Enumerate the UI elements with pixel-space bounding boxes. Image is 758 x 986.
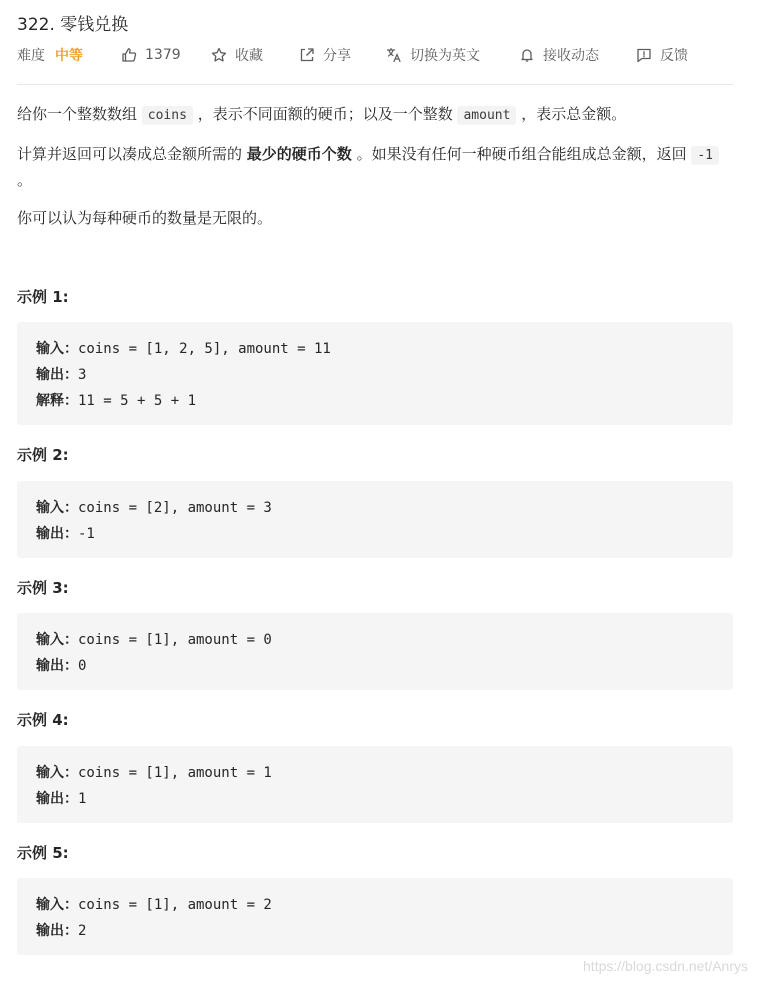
example-box [17, 481, 733, 558]
output-value: 2 [78, 923, 87, 939]
inline-code-minus-one: -1 [691, 146, 719, 165]
desc-bold-text: 最少的硬币个数 [246, 145, 352, 163]
like-button[interactable] [121, 44, 181, 66]
output-label: 输出： [36, 658, 78, 674]
watermark: https://blog.csdn.net/Anrys [583, 958, 748, 974]
example-output [36, 521, 714, 547]
favorite-label: 收藏 [235, 48, 263, 64]
notify-label: 接收动态 [543, 48, 599, 64]
difficulty-badge: 中等 [55, 48, 83, 64]
desc-text: ，表示总金额。 [516, 105, 627, 123]
feedback-icon [636, 47, 652, 63]
output-label: 输出： [36, 526, 78, 542]
example-input [36, 627, 714, 653]
share-icon [299, 47, 315, 63]
example-box [17, 746, 733, 823]
output-value: -1 [78, 526, 95, 542]
example-input [36, 495, 714, 521]
example-title: 示例 3: [17, 579, 69, 597]
example-output [36, 786, 714, 812]
input-value: coins = [1, 2, 5], amount = 11 [78, 341, 331, 357]
example-title: 示例 5: [17, 844, 69, 862]
explanation-value: 11 = 5 + 5 + 1 [78, 393, 197, 409]
feedback-button[interactable] [636, 44, 688, 66]
output-value: 1 [78, 791, 87, 807]
input-value: coins = [1], amount = 2 [78, 897, 272, 913]
like-count: 1379 [145, 47, 181, 63]
inline-code-coins: coins [142, 106, 193, 125]
problem-title: 322. 零钱兑换 [17, 15, 129, 35]
input-label: 输入： [36, 897, 78, 913]
desc-text: 。 [17, 171, 33, 189]
description-paragraph-2 [17, 142, 733, 192]
input-label: 输入： [36, 341, 78, 357]
desc-text: ，表示不同面额的硬币；以及一个整数 [192, 105, 458, 123]
example-explanation [36, 388, 714, 414]
example-input [36, 892, 714, 918]
example-title: 示例 1: [17, 288, 69, 306]
translate-label: 切换为英文 [410, 48, 480, 64]
output-value: 3 [78, 367, 87, 383]
explain-label: 解释： [36, 393, 78, 409]
difficulty-label: 难度 [17, 48, 45, 64]
example-title: 示例 2: [17, 446, 69, 464]
output-label: 输出： [36, 367, 78, 383]
example-output [36, 653, 714, 679]
translate-icon [386, 47, 402, 63]
bell-icon [519, 47, 535, 63]
description-paragraph-1 [17, 102, 733, 128]
example-input [36, 760, 714, 786]
example-box [17, 322, 733, 425]
example-box [17, 613, 733, 690]
translate-button[interactable] [386, 44, 480, 66]
desc-text: 计算并返回可以凑成总金额所需的 [17, 145, 247, 163]
output-label: 输出： [36, 791, 78, 807]
example-output [36, 918, 714, 944]
notify-button[interactable] [519, 44, 599, 66]
input-label: 输入： [36, 765, 78, 781]
input-value: coins = [2], amount = 3 [78, 500, 272, 516]
example-title: 示例 4: [17, 711, 69, 729]
star-icon [211, 47, 227, 63]
favorite-button[interactable] [211, 44, 263, 66]
thumbs-up-icon [121, 47, 137, 63]
difficulty [17, 44, 83, 66]
desc-text: 给你一个整数数组 [17, 105, 142, 123]
output-label: 输出： [36, 923, 78, 939]
input-label: 输入： [36, 500, 78, 516]
example-box [17, 878, 733, 955]
input-label: 输入： [36, 632, 78, 648]
inline-code-amount: amount [457, 106, 516, 125]
share-label: 分享 [323, 48, 351, 64]
problem-meta-bar [17, 44, 733, 66]
share-button[interactable] [299, 44, 351, 66]
feedback-label: 反馈 [660, 48, 688, 64]
example-input [36, 336, 714, 362]
desc-text: 。如果没有任何一种硬币组合能组成总金额，返回 [351, 145, 692, 163]
description-paragraph-3: 你可以认为每种硬币的数量是无限的。 [17, 209, 273, 227]
example-output [36, 362, 714, 388]
input-value: coins = [1], amount = 1 [78, 765, 272, 781]
output-value: 0 [78, 658, 87, 674]
input-value: coins = [1], amount = 0 [78, 632, 272, 648]
header-divider [17, 84, 733, 85]
